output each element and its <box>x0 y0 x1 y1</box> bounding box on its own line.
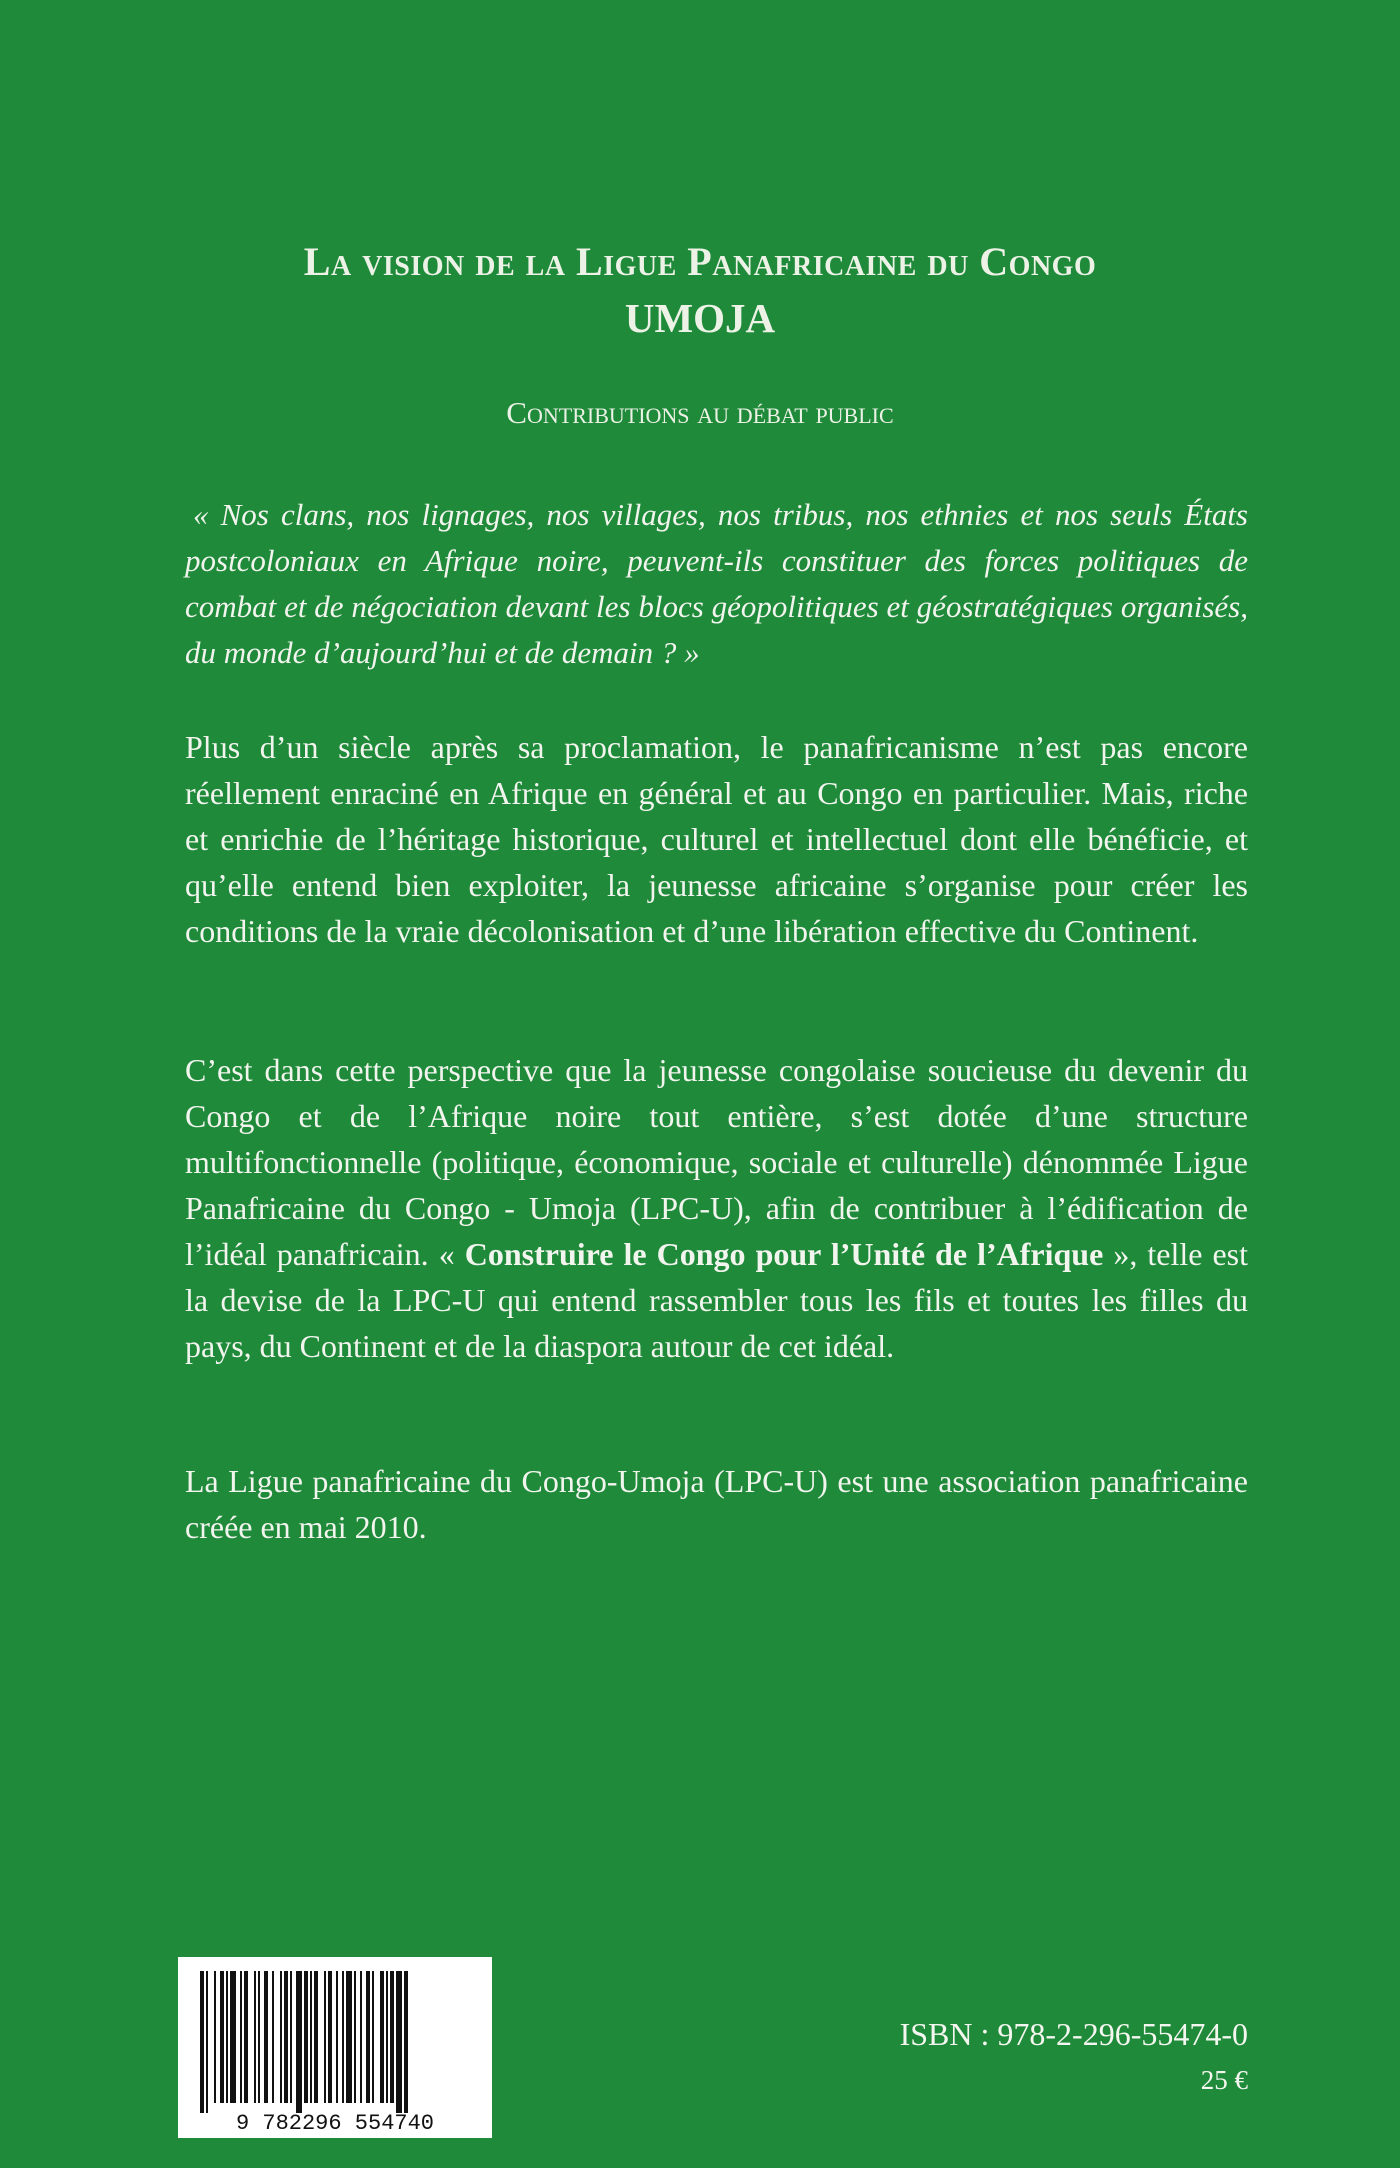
barcode-bar <box>366 1971 370 2103</box>
price: 25 € <box>1200 2065 1248 2095</box>
barcode-bar <box>290 1971 292 2103</box>
barcode-bar <box>284 1971 288 2103</box>
book-tagline: Contributions au débat public <box>506 395 894 430</box>
motto: Construire le Congo pour l’Unité de l’Afrique <box>464 1236 1104 1272</box>
blurb-paragraph-1: Plus d’un siècle après sa proclamation, le panafricanisme n’est pas encore réellement enraciné en Afrique en général et au Congo en particulier. Mais, riche et enrichie de l’héritage historique, culturel et intellectuel dont elle bénéficie, et qu’elle entend bien exploiter, la jeunesse africaine s’organise pour créer les conditions de la vraie décolonisation et d’une libération effective du Continent. <box>185 729 1248 949</box>
barcode-bar <box>254 1971 256 2103</box>
barcode-bar <box>230 1971 236 2103</box>
barcode-bar <box>404 1971 408 2113</box>
barcode-bar <box>244 1971 248 2103</box>
book-subtitle: UMOJA <box>624 295 776 341</box>
blurb-paragraph-2 <box>185 1047 1248 1369</box>
epigraph-quote: « Nos clans, nos lignages, nos villages, nos tribus, nos ethnies et nos seuls États postcoloniaux en Afrique noire, peuvent-ils constituer des forces politiques de combat et de négociation devant les blocs géopolitiques et géostratégiques organisés, du monde d’aujourd’hui et de demain ? » <box>185 497 1248 670</box>
barcode-bar <box>386 1971 388 2103</box>
barcode-bar <box>264 1971 268 2103</box>
barcode-bar <box>354 1971 356 2103</box>
barcode-bar <box>360 1971 362 2103</box>
barcode-digits: 9 782296 554740 <box>235 2111 435 2136</box>
barcode-bar <box>214 1971 216 2103</box>
isbn-number: ISBN : 978-2-296-55474-0 <box>899 2016 1248 2052</box>
barcode-bar <box>396 1971 402 2113</box>
blurb-paragraph-3: La Ligue panafricaine du Congo-Umoja (LPC-U) est une association panafricaine créée en mai 2010. <box>185 1463 1248 1545</box>
barcode-bar <box>206 1971 208 2113</box>
barcode-bar <box>280 1971 282 2103</box>
barcode-bar <box>380 1971 384 2103</box>
barcode-bar <box>304 1971 308 2103</box>
barcode-bar <box>220 1971 224 2103</box>
barcode-bar <box>346 1971 352 2103</box>
blurb-paragraph-2-end: », telle est la devise de la LPC-U qui entend rassembler tous les fils et toutes les filles du pays, du Continent et de la diaspora autour de cet idéal. <box>185 1236 1248 1364</box>
barcode-bar <box>324 1971 326 2103</box>
barcode-bar <box>296 1971 302 2113</box>
barcode-bars <box>200 1971 408 2113</box>
barcode-graphic <box>178 1957 492 2138</box>
barcode-bar <box>258 1971 260 2103</box>
barcode-bar <box>336 1971 338 2103</box>
barcode-bar <box>200 1971 204 2113</box>
barcode-bar <box>372 1971 374 2103</box>
barcode-bar <box>328 1971 332 2103</box>
barcode-bar <box>240 1971 242 2103</box>
barcode-bar <box>314 1971 318 2103</box>
barcode-bar <box>342 1971 344 2103</box>
barcode-bar <box>310 1971 312 2103</box>
blurb-paragraph-2-start: C’est dans cette perspective que la jeunesse congolaise soucieuse du devenir du Congo et de l’Afrique noire tout entière, s’est dotée d’une structure multifonctionnelle (politique, économique, sociale et culturelle) dénommée Ligue Panafricaine du Congo - Umoja (LPC-U), afin de contribuer à l’édification de l’idéal panafricain. « <box>185 1052 1248 1272</box>
barcode <box>178 1957 492 2138</box>
barcode-bar <box>390 1971 394 2103</box>
book-title: La vision de la Ligue Panafricaine du Congo <box>303 239 1097 284</box>
barcode-bar <box>272 1971 274 2103</box>
barcode-bar <box>226 1971 228 2103</box>
